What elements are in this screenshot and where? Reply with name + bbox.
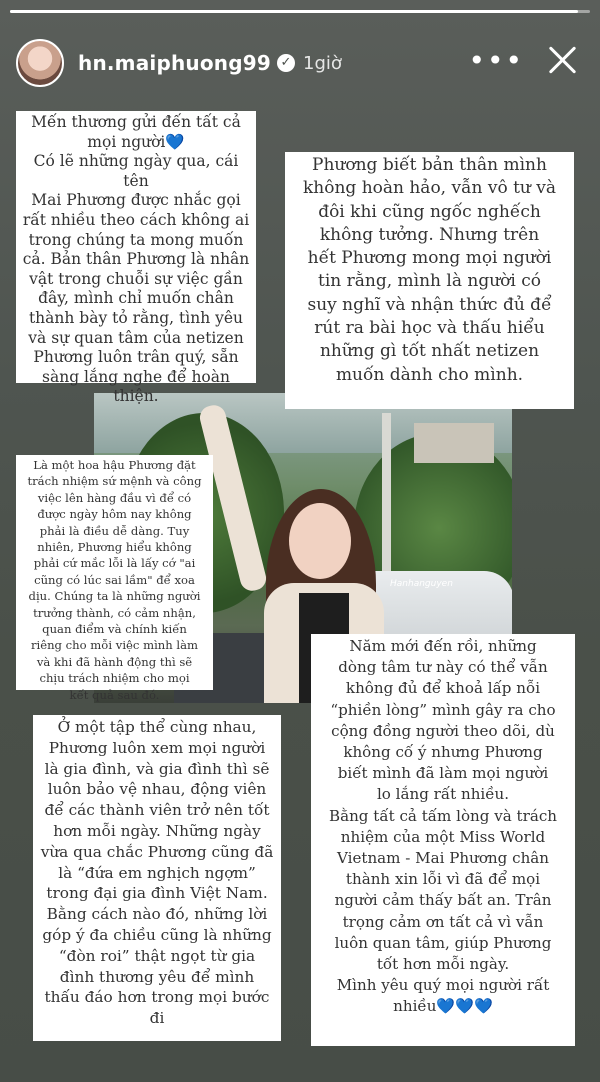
- more-options-icon[interactable]: •••: [468, 44, 524, 77]
- photo-watermark: Hanhanguyen: [390, 579, 453, 589]
- text-card-responsibility: Là một hoa hậu Phương đặt trách nhiệm sứ mệnh và công việc lên hàng đầu vì để có được ngày hôm nay không phải là điều dễ dàng. Tuy nhiên, Phương hiểu không phải cứ mắc lỗi là lấy cớ "ai cũng có lúc sai lầm" để xoa dịu. Chúng ta là những người trưởng thành, có cảm nhận, quan điểm và chính kiến riêng cho mỗi việc mình làm và khi đã hành động thì sẽ chịu trách nhiệm cho mọi kết quả sau đó.: [16, 455, 213, 690]
- photo-building: [414, 423, 494, 463]
- avatar[interactable]: [16, 39, 64, 87]
- story-progress-fill: [10, 10, 578, 13]
- text-card-apology: Năm mới đến rồi, những dòng tâm tư này có thể vẫn không đủ để khoả lấp nỗi “phiền lòng” mình gây ra cho cộng đồng người theo dõi, dù không cố ý nhưng Phương biết mình đã làm mọi người lo lắng rất nhiều. Bằng tất cả tấm lòng và trách nhiệm của một Miss World Vietnam - Mai Phương chân thành xin lỗi vì đã để mọi người cảm thấy bất an. Trân trọng cảm ơn tất cả vì vẫn luôn quan tâm, giúp Phương tốt hơn mỗi ngày. Mình yêu quý mọi người rất nhiều💙💙💙: [311, 634, 575, 1046]
- text-card-greeting: Mến thương gửi đến tất cả mọi người💙 Có lẽ những ngày qua, cái tên Mai Phương được nhắc gọi rất nhiều theo cách không ai trong chúng ta mong muốn cả. Bản thân Phương là nhân vật trong chuỗi sự việc gần đây, mình chỉ muốn chân thành bày tỏ rằng, tình yêu và sự quan tâm của netizen Phương luôn trân quý, sẵn sàng lắng nghe để hoàn thiện.: [16, 111, 256, 383]
- text-card-family: Ở một tập thể cùng nhau, Phương luôn xem mọi người là gia đình, và gia đình thì sẽ luôn bảo vệ nhau, động viên để các thành viên trở nên tốt hơn mỗi ngày. Những ngày vừa qua chắc Phương cũng đã là “đứa em nghịch ngợm” trong đại gia đình Việt Nam. Bằng cách nào đó, những lời góp ý đa chiều cũng là những “đòn roi” thật ngọt từ gia đình thương yêu để mình thấu đáo hơn trong mọi bước đi: [33, 715, 281, 1041]
- text-card-self-reflection: Phương biết bản thân mình không hoàn hảo, vẫn vô tư và đôi khi cũng ngốc nghếch không tưởng. Nhưng trên hết Phương mong mọi người tin rằng, mình là người có suy nghĩ và nhận thức đủ để rút ra bài học và thấu hiểu những gì tốt nhất netizen muốn dành cho mình.: [285, 152, 574, 409]
- photo-person-face: [289, 503, 351, 579]
- story-header: [16, 38, 584, 88]
- post-time: 1giờ: [303, 52, 342, 74]
- story-progress-bar: [10, 10, 590, 13]
- verified-badge-icon: ✓: [277, 54, 295, 72]
- username[interactable]: hn.maiphuong99: [78, 51, 271, 75]
- close-icon[interactable]: [546, 42, 580, 76]
